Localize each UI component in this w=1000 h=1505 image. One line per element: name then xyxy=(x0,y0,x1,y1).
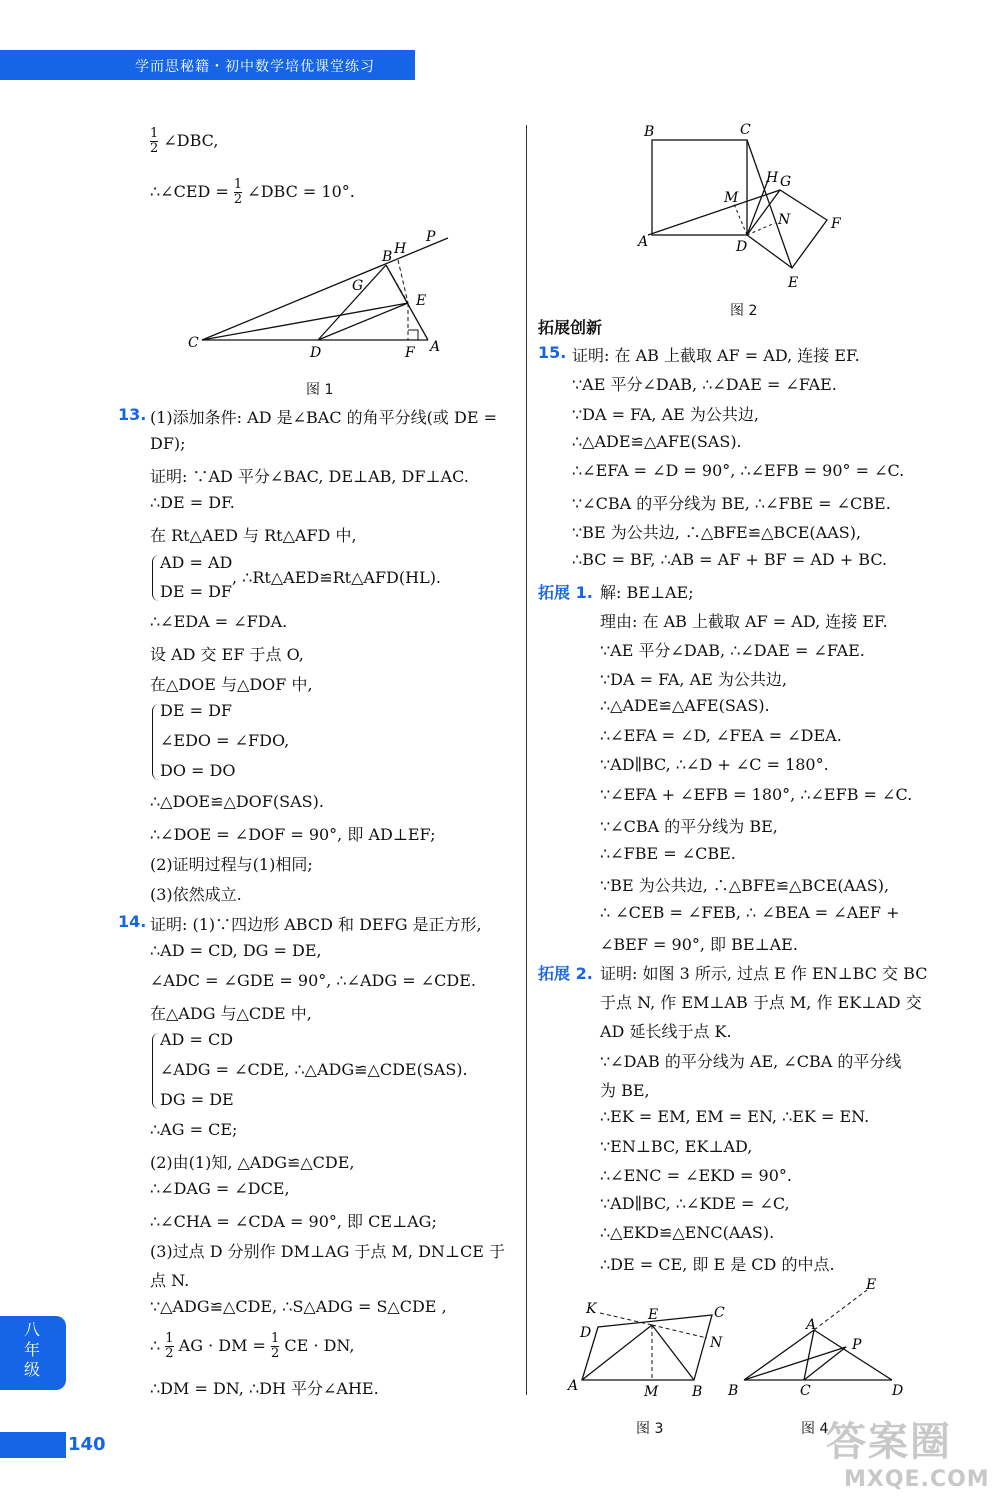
text-line: ∴∠DAG = ∠DCE, xyxy=(150,1179,290,1198)
svg-text:G: G xyxy=(352,278,364,294)
text-line: ∵AE 平分∠DAB, ∴∠DAE = ∠FAE. xyxy=(600,641,865,660)
text-line: 证明: (1)∵四边形 ABCD 和 DEFG 是正方形, xyxy=(150,915,482,934)
svg-text:P: P xyxy=(426,229,436,245)
text-line: ∴DE = DF. xyxy=(150,493,235,512)
figure-caption: 图 2 xyxy=(730,303,758,319)
text-line: ∵BE 为公共边, ∴△BFE≌△BCE(AAS), xyxy=(572,523,862,542)
brace xyxy=(152,704,159,780)
figure-caption: 图 3 xyxy=(636,1421,664,1437)
figure-caption: 图 4 xyxy=(801,1421,829,1437)
figure-caption: 图 1 xyxy=(306,382,334,398)
svg-text:N: N xyxy=(710,1335,723,1351)
svg-text:A: A xyxy=(430,339,441,355)
svg-text:A: A xyxy=(806,1317,817,1333)
svg-text:E: E xyxy=(416,293,427,309)
text-line: (2)证明过程与(1)相同; xyxy=(150,855,313,874)
text-line: 证明: ∵AD 平分∠BAC, DE⊥AB, DF⊥AC. xyxy=(150,467,469,486)
fraction: $\frac{1}{2}$ xyxy=(271,1331,280,1361)
text-line: 在△DOE 与△DOF 中, xyxy=(150,675,313,694)
svg-text:C: C xyxy=(800,1383,811,1399)
text-line: 解: BE⊥AE; xyxy=(600,583,694,602)
svg-text:H: H xyxy=(394,241,407,257)
question-number: 15. xyxy=(538,343,567,362)
svg-text:B: B xyxy=(644,124,655,140)
text-line: ∴∠EDA = ∠FDA. xyxy=(150,612,288,631)
text-line: AD = CD xyxy=(160,1030,234,1049)
text-line: ∵∠CBA 的平分线为 BE, xyxy=(600,817,778,836)
page-number: 140 xyxy=(68,1434,106,1455)
text-line: ∵BE 为公共边, ∴△BFE≌△BCE(AAS), xyxy=(600,876,890,895)
text-line: ∵AD∥BC, ∴∠D + ∠C = 180°. xyxy=(600,755,829,774)
grade-label: 八 年 级 xyxy=(23,1320,40,1379)
text-line: ∴AG = CE; xyxy=(150,1120,238,1139)
text-line: 证明: 在 AB 上截取 AF = AD, 连接 EF. xyxy=(572,346,860,365)
text-line: DG = DE xyxy=(160,1090,234,1109)
text-line: ∵EN⊥BC, EK⊥AD, xyxy=(600,1137,753,1156)
figure-4 xyxy=(722,1275,922,1400)
text-line: ∵∠DAB 的平分线为 AE, ∠CBA 的平分线 xyxy=(600,1052,902,1071)
question-number: 拓展 1. xyxy=(538,583,593,602)
question-number: 拓展 2. xyxy=(538,964,593,983)
svg-text:A: A xyxy=(638,234,649,250)
watermark xyxy=(826,1410,990,1492)
svg-text:C: C xyxy=(740,122,751,138)
svg-text:C: C xyxy=(714,1305,725,1321)
text-line: 设 AD 交 EF 于点 O, xyxy=(150,645,304,664)
text-line: ∴∠FBE = ∠CBE. xyxy=(600,844,736,863)
text-line: ∵DA = FA, AE 为公共边, xyxy=(600,670,787,689)
text-line: 在△ADG 与△CDE 中, xyxy=(150,1004,312,1023)
svg-text:K: K xyxy=(586,1301,597,1317)
text-line: ∠EDO = ∠FDO, xyxy=(160,731,290,750)
svg-text:F: F xyxy=(831,216,841,232)
question-number: 14. xyxy=(118,912,147,931)
svg-text:B: B xyxy=(382,249,393,265)
text-line: (3)过点 D 分别作 DM⊥AG 于点 M, DN⊥CE 于 xyxy=(150,1242,505,1261)
text-line: ∴△EKD≌△ENC(AAS). xyxy=(600,1223,775,1242)
svg-text:E: E xyxy=(648,1307,659,1323)
svg-text:H: H xyxy=(766,170,779,186)
header-bar xyxy=(0,50,415,80)
text-line: ∠BEF = 90°, 即 BE⊥AE. xyxy=(600,935,798,954)
text-line: 理由: 在 AB 上截取 AF = AD, 连接 EF. xyxy=(600,612,888,631)
svg-text:E: E xyxy=(788,275,799,291)
text-line: (2)由(1)知, △ADG≌△CDE, xyxy=(150,1153,355,1172)
figure-1 xyxy=(180,225,460,360)
svg-text:D: D xyxy=(310,345,322,360)
text-line: ∴△ADE≌△AFE(SAS). xyxy=(600,696,770,715)
text-line: 点 N. xyxy=(150,1271,190,1290)
text-line: ∴DM = DN, ∴DH 平分∠AHE. xyxy=(150,1379,379,1398)
text-line: 为 BE, xyxy=(600,1081,650,1100)
text-line: 证明: 如图 3 所示, 过点 E 作 EN⊥BC 交 BC xyxy=(600,964,928,983)
text-line: ∵AE 平分∠DAB, ∴∠DAE = ∠FAE. xyxy=(572,375,837,394)
text-line: ∵AD∥BC, ∴∠KDE = ∠C, xyxy=(600,1194,790,1213)
text-line: ∴△DOE≌△DOF(SAS). xyxy=(150,792,324,811)
text-line: 于点 N, 作 EM⊥AB 于点 M, 作 EK⊥AD 交 xyxy=(600,993,922,1012)
text-line: ∵∠CBA 的平分线为 BE, ∴∠FBE = ∠CBE. xyxy=(572,494,891,513)
brace xyxy=(152,1033,159,1109)
fraction: $\frac{1}{2}$ xyxy=(150,126,159,156)
text-line: ∴AD = CD, DG = DE, xyxy=(150,941,322,960)
svg-text:E: E xyxy=(866,1277,877,1293)
text-line: ∠ADG = ∠CDE, ∴△ADG≌△CDE(SAS). xyxy=(160,1060,468,1079)
text-line: $\frac{1}{2}$ ∠DBC, xyxy=(150,126,219,156)
text-line: AD 延长线于点 K. xyxy=(600,1022,732,1041)
text-line: ∵△ADG≌△CDE, ∴S△ADG = S△CDE , xyxy=(150,1297,447,1316)
text-line: DO = DO xyxy=(160,761,236,780)
text-line: ∵∠EFA + ∠EFB = 180°, ∴∠EFB = ∠C. xyxy=(600,785,913,804)
text-line: ∴∠EFA = ∠D, ∠FEA = ∠DEA. xyxy=(600,726,842,745)
fraction: $\frac{1}{2}$ xyxy=(165,1331,174,1361)
column-divider xyxy=(526,125,527,1395)
text-line: DE = DF xyxy=(160,582,233,601)
svg-text:F: F xyxy=(405,345,415,360)
text-line: (3)依然成立. xyxy=(150,885,242,904)
text-line: ∴ $\frac{1}{2}$ AG · DM = $\frac{1}{2}$ CE · DN, xyxy=(150,1331,355,1361)
figure-3 xyxy=(560,1295,740,1405)
text-line: ∴EK = EM, EM = EN, ∴EK = EN. xyxy=(600,1107,870,1126)
text-line: 在 Rt△AED 与 Rt△AFD 中, xyxy=(150,526,357,545)
text-line: (1)添加条件: AD 是∠BAC 的角平分线(或 DE = xyxy=(150,408,497,427)
page-bar xyxy=(0,1432,66,1458)
text-line: ∴ ∠CEB = ∠FEB, ∴ ∠BEA = ∠AEF + xyxy=(600,903,900,922)
text-line: ∵DA = FA, AE 为公共边, xyxy=(572,405,759,424)
svg-text:C: C xyxy=(188,335,199,351)
text-line: ∴∠CED = $\frac{1}{2}$ ∠DBC = 10°. xyxy=(150,177,355,207)
watermark-url: MXQE.COM xyxy=(844,1467,990,1492)
text-line: AD = AD xyxy=(160,553,233,572)
svg-text:G: G xyxy=(780,174,792,190)
text-line: ∴∠DOE = ∠DOF = 90°, 即 AD⊥EF; xyxy=(150,825,436,844)
text-line: , ∴Rt△AED≌Rt△AFD(HL). xyxy=(232,568,442,587)
text-line: ∴BC = BF, ∴AB = AF + BF = AD + BC. xyxy=(572,550,888,569)
watermark-text: 答案圈 xyxy=(826,1419,952,1465)
text-line: ∴∠EFA = ∠D = 90°, ∴∠EFB = 90° = ∠C. xyxy=(572,461,905,480)
svg-text:B: B xyxy=(692,1384,703,1400)
svg-text:D: D xyxy=(892,1383,904,1399)
fraction: $\frac{1}{2}$ xyxy=(233,177,243,207)
svg-text:M: M xyxy=(644,1384,659,1400)
text-line: ∴△ADE≌△AFE(SAS). xyxy=(572,432,742,451)
text-line: DE = DF xyxy=(160,701,233,720)
svg-text:N: N xyxy=(778,212,791,228)
text-line: ∴∠ENC = ∠EKD = 90°. xyxy=(600,1166,792,1185)
question-number: 13. xyxy=(118,405,147,424)
svg-text:A: A xyxy=(568,1378,579,1394)
text-line: ∴∠CHA = ∠CDA = 90°, 即 CE⊥AG; xyxy=(150,1212,437,1231)
svg-text:P: P xyxy=(852,1337,862,1353)
figure-2 xyxy=(630,118,850,293)
text-line: DF); xyxy=(150,434,186,453)
svg-text:M: M xyxy=(724,190,739,206)
brace xyxy=(152,555,159,601)
svg-text:B: B xyxy=(728,1383,739,1399)
grade-tab xyxy=(0,1316,66,1390)
text-line: ∠ADC = ∠GDE = 90°, ∴∠ADG = ∠CDE. xyxy=(150,971,476,990)
svg-text:D: D xyxy=(580,1325,592,1341)
svg-text:D: D xyxy=(736,239,748,255)
text-line: ∴DE = CE, 即 E 是 CD 的中点. xyxy=(600,1255,835,1274)
header-title: 学而思秘籍・初中数学培优课堂练习 xyxy=(135,59,375,75)
section-title: 拓展创新 xyxy=(538,318,603,337)
